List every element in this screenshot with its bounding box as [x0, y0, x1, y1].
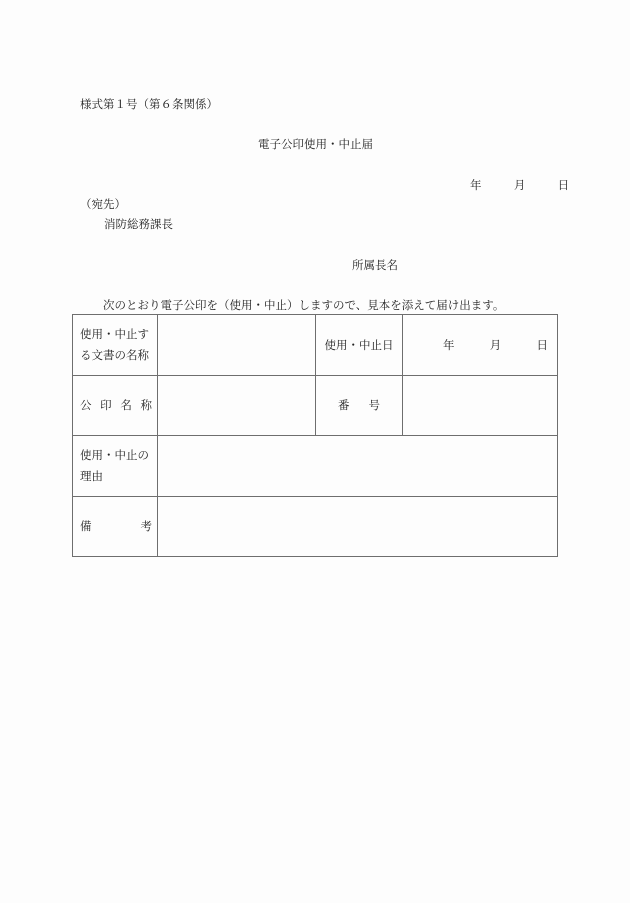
submission-date	[470, 178, 569, 192]
usage-date-day: 日	[536, 337, 548, 352]
remarks-field[interactable]	[158, 496, 558, 557]
intro-text: 次のとおり電子公印を（使用・中止）しますので、見本を添えて届け出ます。	[103, 298, 505, 312]
table-row-remarks	[73, 496, 558, 557]
table-row-document-name	[73, 315, 558, 376]
submitter-label: 所属長名	[352, 258, 398, 272]
table-row-reason	[73, 436, 558, 497]
usage-date-label: 使用・中止日	[316, 315, 403, 376]
date-day-label: 日	[557, 178, 570, 192]
seal-name-label: 公 印 名 称	[73, 375, 158, 436]
reason-label: 使用・中止の 理由	[73, 436, 158, 497]
number-field[interactable]	[403, 375, 558, 436]
addressee-label: （宛先）	[80, 197, 126, 211]
reason-field[interactable]	[158, 436, 558, 497]
usage-date-field[interactable]	[403, 315, 558, 376]
date-year-label: 年	[470, 178, 482, 192]
number-label: 番 号	[316, 375, 403, 436]
document-title: 電子公印使用・中止届	[258, 137, 373, 151]
seal-name-field[interactable]	[158, 375, 316, 436]
form-number: 様式第１号（第６条関係）	[80, 97, 218, 111]
usage-date-month: 月	[489, 337, 502, 352]
application-form-table	[72, 314, 558, 557]
table-row-seal-name	[73, 375, 558, 436]
remarks-label: 備 考	[73, 496, 158, 557]
date-month-label: 月	[513, 178, 526, 192]
document-name-label: 使用・中止す る文書の名称	[73, 315, 158, 376]
addressee-name: 消防総務課長	[104, 217, 173, 231]
document-name-field[interactable]	[158, 315, 316, 376]
usage-date-year: 年	[443, 337, 455, 352]
